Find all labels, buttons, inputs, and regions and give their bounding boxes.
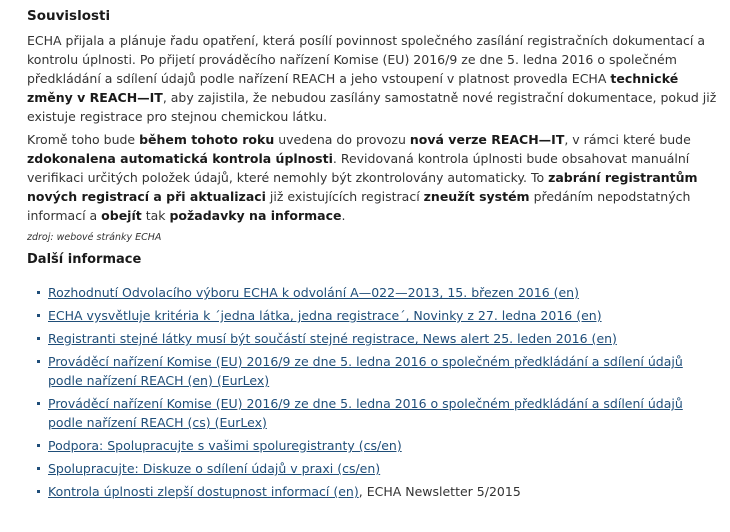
paragraph-text: , v rámci které bude: [564, 132, 691, 147]
link-suffix: , ECHA Newsletter 5/2015: [358, 484, 521, 499]
related-link[interactable]: Rozhodnutí Odvolacího výboru ECHA k odvolání A—022—2013, 15. březen 2016 (en): [48, 285, 579, 300]
related-link[interactable]: Prováděcí nařízení Komise (EU) 2016/9 ze dne 5. ledna 2016 o společném předkládání a sdílení údajů podle nařízení REACH (en) (EurLex): [48, 354, 683, 388]
paragraph-text: uvedena do provozu: [274, 132, 410, 147]
list-item: [36, 459, 720, 478]
list-item: [36, 394, 720, 432]
related-link[interactable]: Prováděcí nařízení Komise (EU) 2016/9 ze dne 5. ledna 2016 o společném předkládání a sdílení údajů podle nařízení REACH (cs) (EurLex): [48, 396, 683, 430]
related-links-list: [27, 283, 720, 501]
more-info-heading: Další informace: [27, 252, 142, 267]
paragraph-1: [27, 31, 720, 126]
paragraph-text: již existujících registrací: [265, 189, 424, 204]
list-item: [36, 306, 720, 325]
paragraph-2: [27, 130, 720, 225]
list-item: [36, 283, 720, 302]
list-item: [36, 352, 720, 390]
section-heading: Souvislosti: [27, 8, 111, 24]
related-link[interactable]: Spolupracujte: Diskuze o sdílení údajů v praxi (cs/en): [48, 461, 381, 476]
emphasis: požadavky na informace: [169, 208, 342, 223]
emphasis: nová verze REACH—IT: [409, 132, 565, 147]
list-item: [36, 329, 720, 348]
source-note: zdroj: webové stránky ECHA: [27, 232, 162, 243]
related-link[interactable]: Kontrola úplnosti zlepší dostupnost informací (en): [48, 484, 359, 499]
paragraph-text: tak: [141, 208, 170, 223]
related-link[interactable]: ECHA vysvětluje kritéria k ´jedna látka, jedna registrace´, Novinky z 27. ledna 2016 (en): [48, 308, 602, 323]
emphasis: zdokonalena automatická kontrola úplnosti: [27, 151, 333, 166]
related-link[interactable]: Podpora: Spolupracujte s vašimi spoluregistranty (cs/en): [48, 438, 402, 453]
emphasis: technické změny v REACH—IT: [27, 71, 679, 105]
paragraph-text: .: [341, 208, 346, 223]
paragraph-text: ECHA přijala a plánuje řadu opatření, která posílí povinnost společného zasílání registračních dokumentací a kontrolu úplnosti. Po přijetí prováděcího nařízení Komise (EU) 2016/9 ze dne 5. ledna 2016 o společném předkládání a sdílení údajů podle nařízení REACH a jeho vstoupení v platnost provedla ECHA: [27, 33, 706, 86]
emphasis: během tohoto roku: [139, 132, 275, 147]
list-item: [36, 436, 720, 455]
paragraph-text: předáním nepodstatných informací a: [27, 189, 691, 223]
emphasis: zneužít systém: [423, 189, 530, 204]
paragraph-text: Kromě toho bude: [27, 132, 140, 147]
paragraph-text: , aby zajistila, že nebudou zasílány samostatně nové registrační dokumentace, pokud již existuje registrace pro stejnou chemickou látku.: [27, 90, 717, 124]
emphasis: obejít: [101, 208, 142, 223]
emphasis: zabrání registrantům nových registrací a při aktualizaci: [27, 170, 698, 204]
related-link[interactable]: Registranti stejné látky musí být součástí stejné registrace, News alert 25. leden 2016 (en): [48, 331, 617, 346]
list-item: [36, 482, 720, 501]
paragraph-text: . Revidovaná kontrola úplnosti bude obsahovat manuální verifikaci určitých položek údajů, které nemohly být zkontrolovány automaticky. To: [27, 151, 690, 185]
